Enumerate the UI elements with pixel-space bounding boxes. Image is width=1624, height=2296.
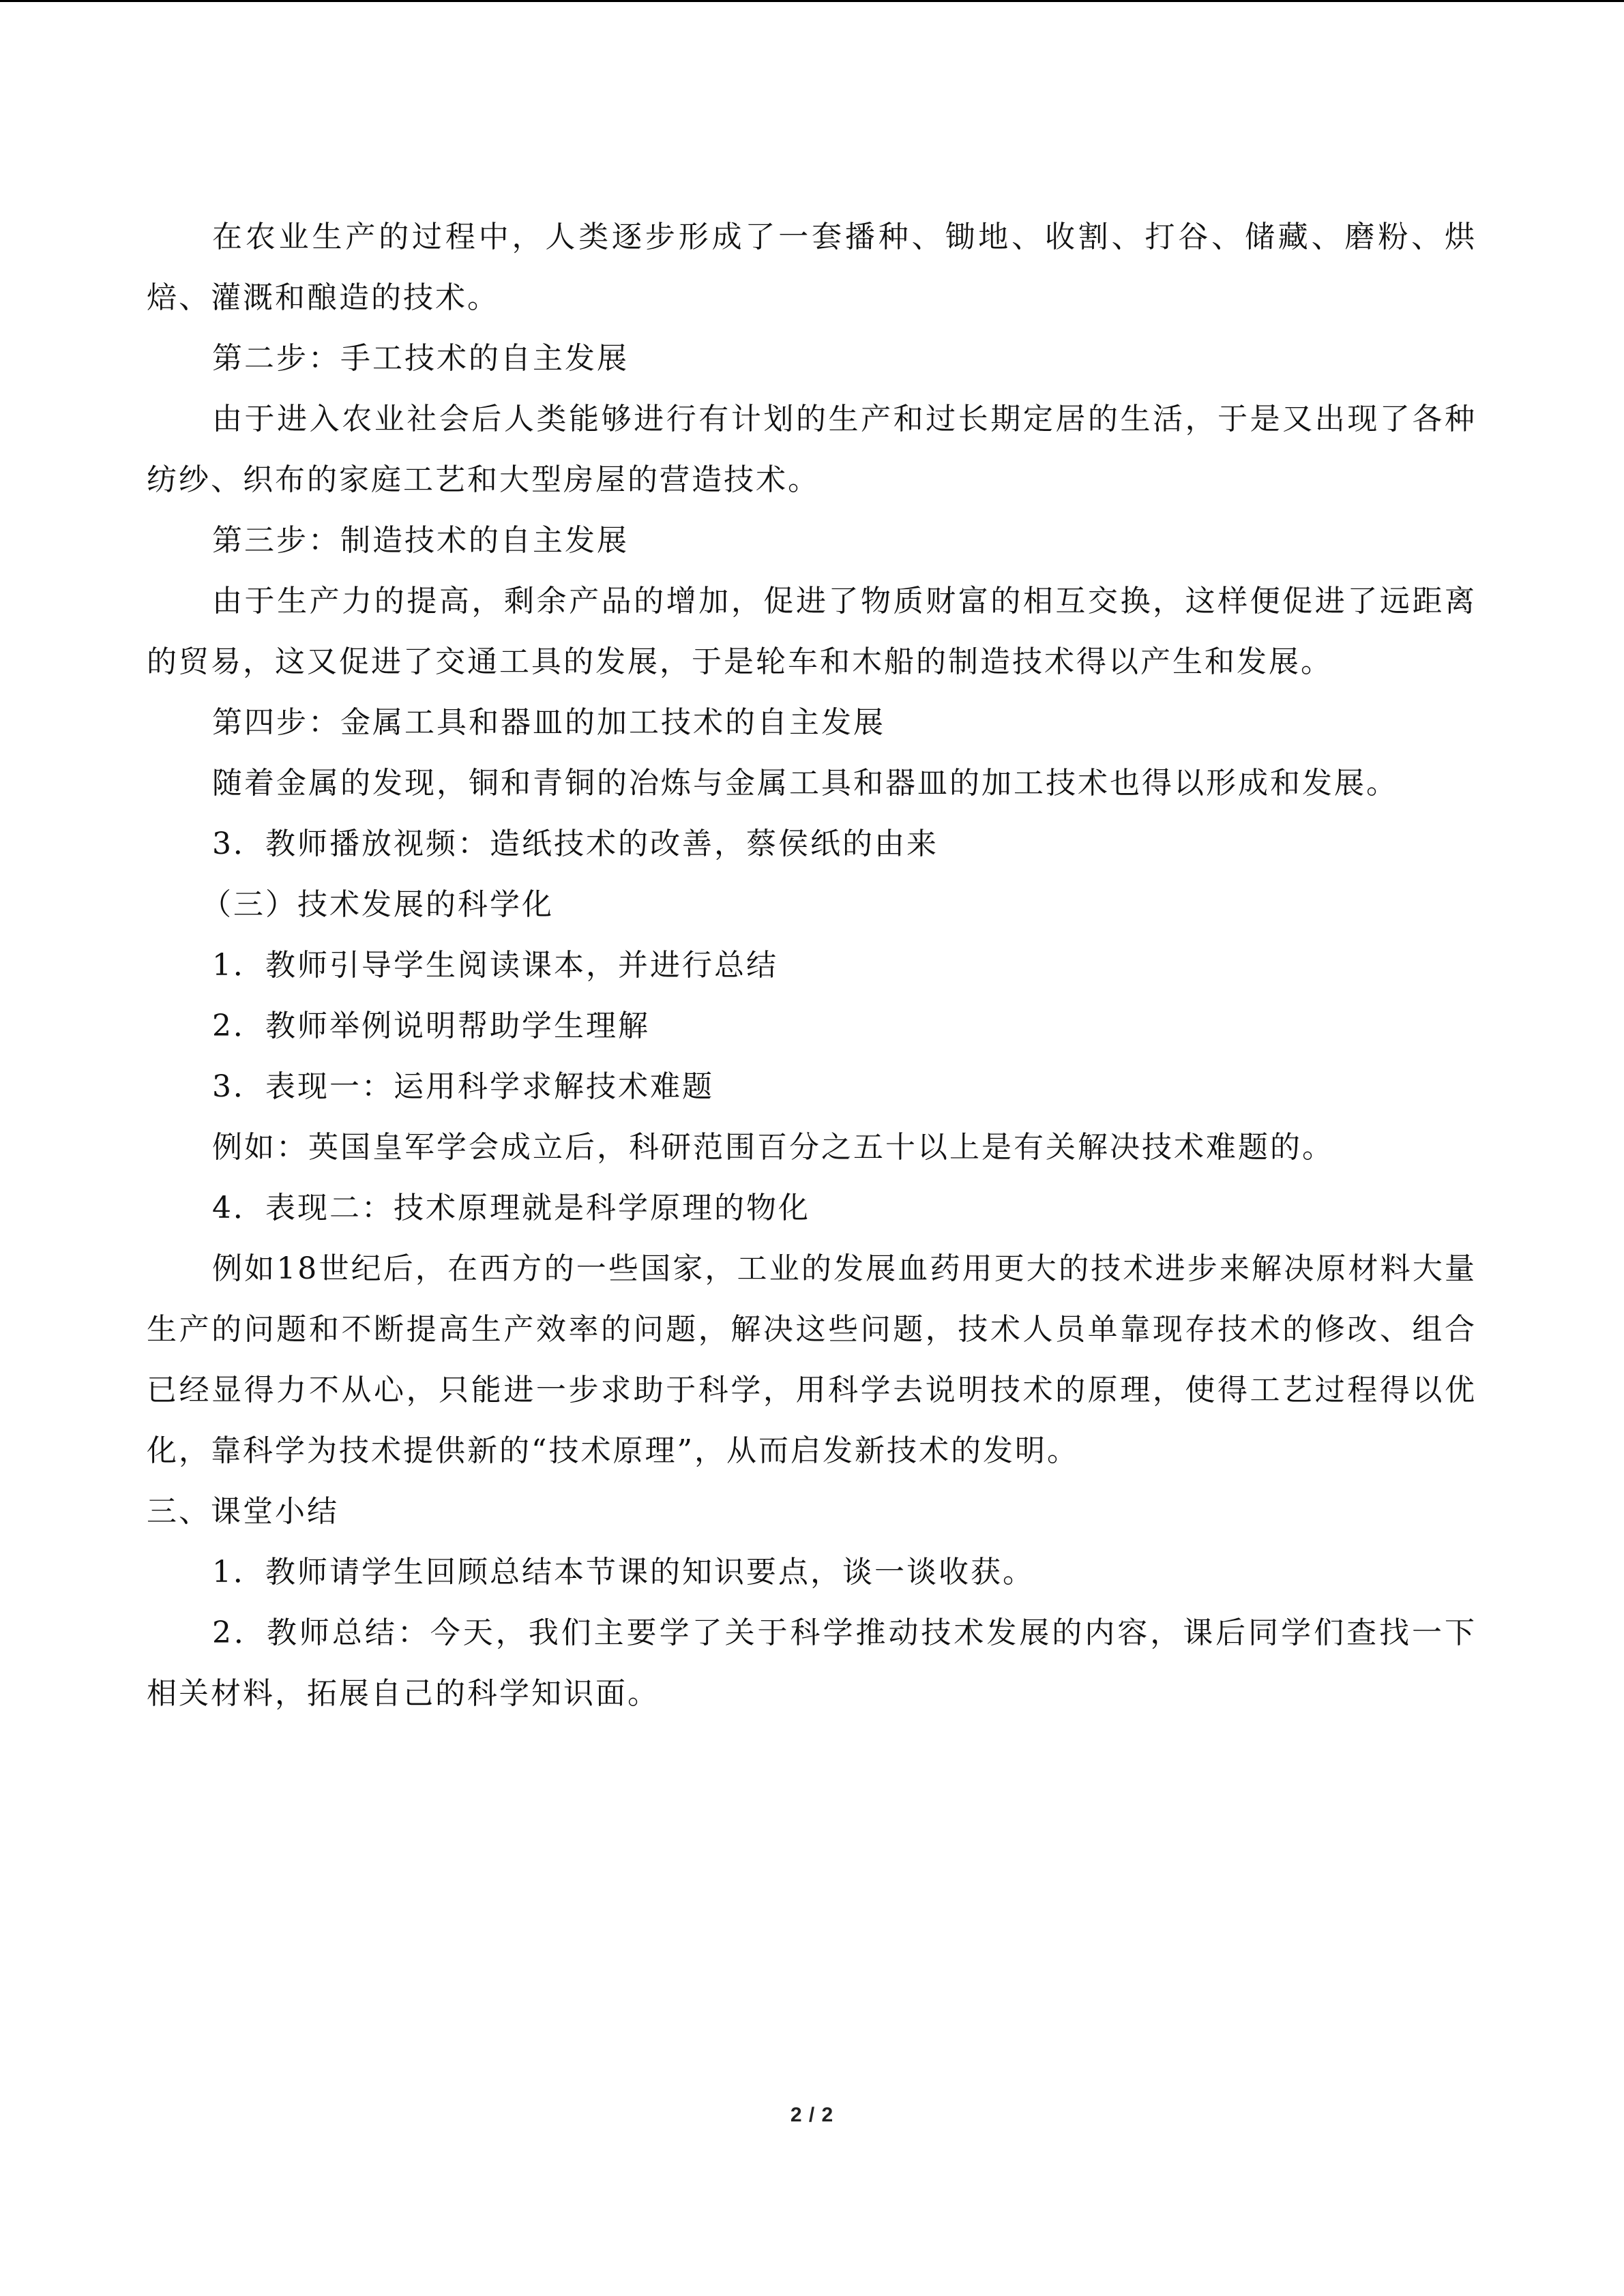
paragraph-summary-2: 2．教师总结：今天，我们主要学了关于科学推动技术发展的内容，课后同学们查找一下相关材料，拓展自己的科学知识面。 — [147, 1615, 1477, 1711]
paragraph-manufacturing: 由于生产力的提高，剩余产品的增加，促进了物质财富的相互交换，这样便促进了远距离的贸易，这又促进了交通工具的发展，于是轮车和木船的制造技术得以产生和发展。 — [147, 584, 1477, 679]
page-number: 2 / 2 — [790, 2104, 834, 2126]
paragraph-handicraft: 由于进入农业社会后人类能够进行有计划的生产和过长期定居的生活，于是又出现了各种纺纱、织布的家庭工艺和大型房屋的营造技术。 — [147, 402, 1477, 497]
paragraph-item-4: 4．表现二：技术原理就是科学原理的物化 — [212, 1191, 810, 1225]
paragraph-item-2: 2．教师举例说明帮助学生理解 — [212, 1009, 650, 1043]
paragraph-step-three-heading: 第三步：制造技术的自主发展 — [212, 523, 629, 558]
paragraph-example-18th-century: 例如18世纪后，在西方的一些国家，工业的发展血药用更大的技术进步来解决原材料大量生产的问题和不断提高生产效率的问题，解决这些问题，技术人员单靠现存技术的修改、组合已经显得力不从心，只能进一步求助于科学，用科学去说明技术的原理，使得工艺过程得以优化，靠科学为技术提供新的“技术原理”，从而启发新技术的发明。 — [147, 1251, 1477, 1468]
paragraph-video: 3．教师播放视频：造纸技术的改善，蔡侯纸的由来 — [212, 826, 939, 861]
paragraph-item-3: 3．表现一：运用科学求解技术难题 — [212, 1069, 714, 1104]
paragraph-item-1: 1．教师引导学生阅读课本，并进行总结 — [212, 948, 778, 983]
paragraph-metal: 随着金属的发现，铜和青铜的冶炼与金属工具和器皿的加工技术也得以形成和发展。 — [212, 766, 1398, 801]
paragraph-step-two-heading: 第二步：手工技术的自主发展 — [212, 341, 629, 376]
paragraph-step-four-heading: 第四步：金属工具和器皿的加工技术的自主发展 — [212, 705, 885, 740]
document-body — [147, 207, 1477, 1724]
paragraph-summary-1: 1．教师请学生回顾总结本节课的知识要点，谈一谈收获。 — [212, 1555, 1035, 1590]
section-heading-summary: 三、课堂小结 — [147, 1494, 339, 1529]
paragraph-example-royal-society: 例如：英国皇军学会成立后，科研范围百分之五十以上是有关解决技术难题的。 — [212, 1130, 1334, 1165]
paragraph-agriculture-techniques: 在农业生产的过程中，人类逐步形成了一套播种、锄地、收割、打谷、储藏、磨粉、烘焙、灌溉和酿造的技术。 — [147, 220, 1477, 315]
section-heading-scientific: （三）技术发展的科学化 — [201, 887, 554, 922]
